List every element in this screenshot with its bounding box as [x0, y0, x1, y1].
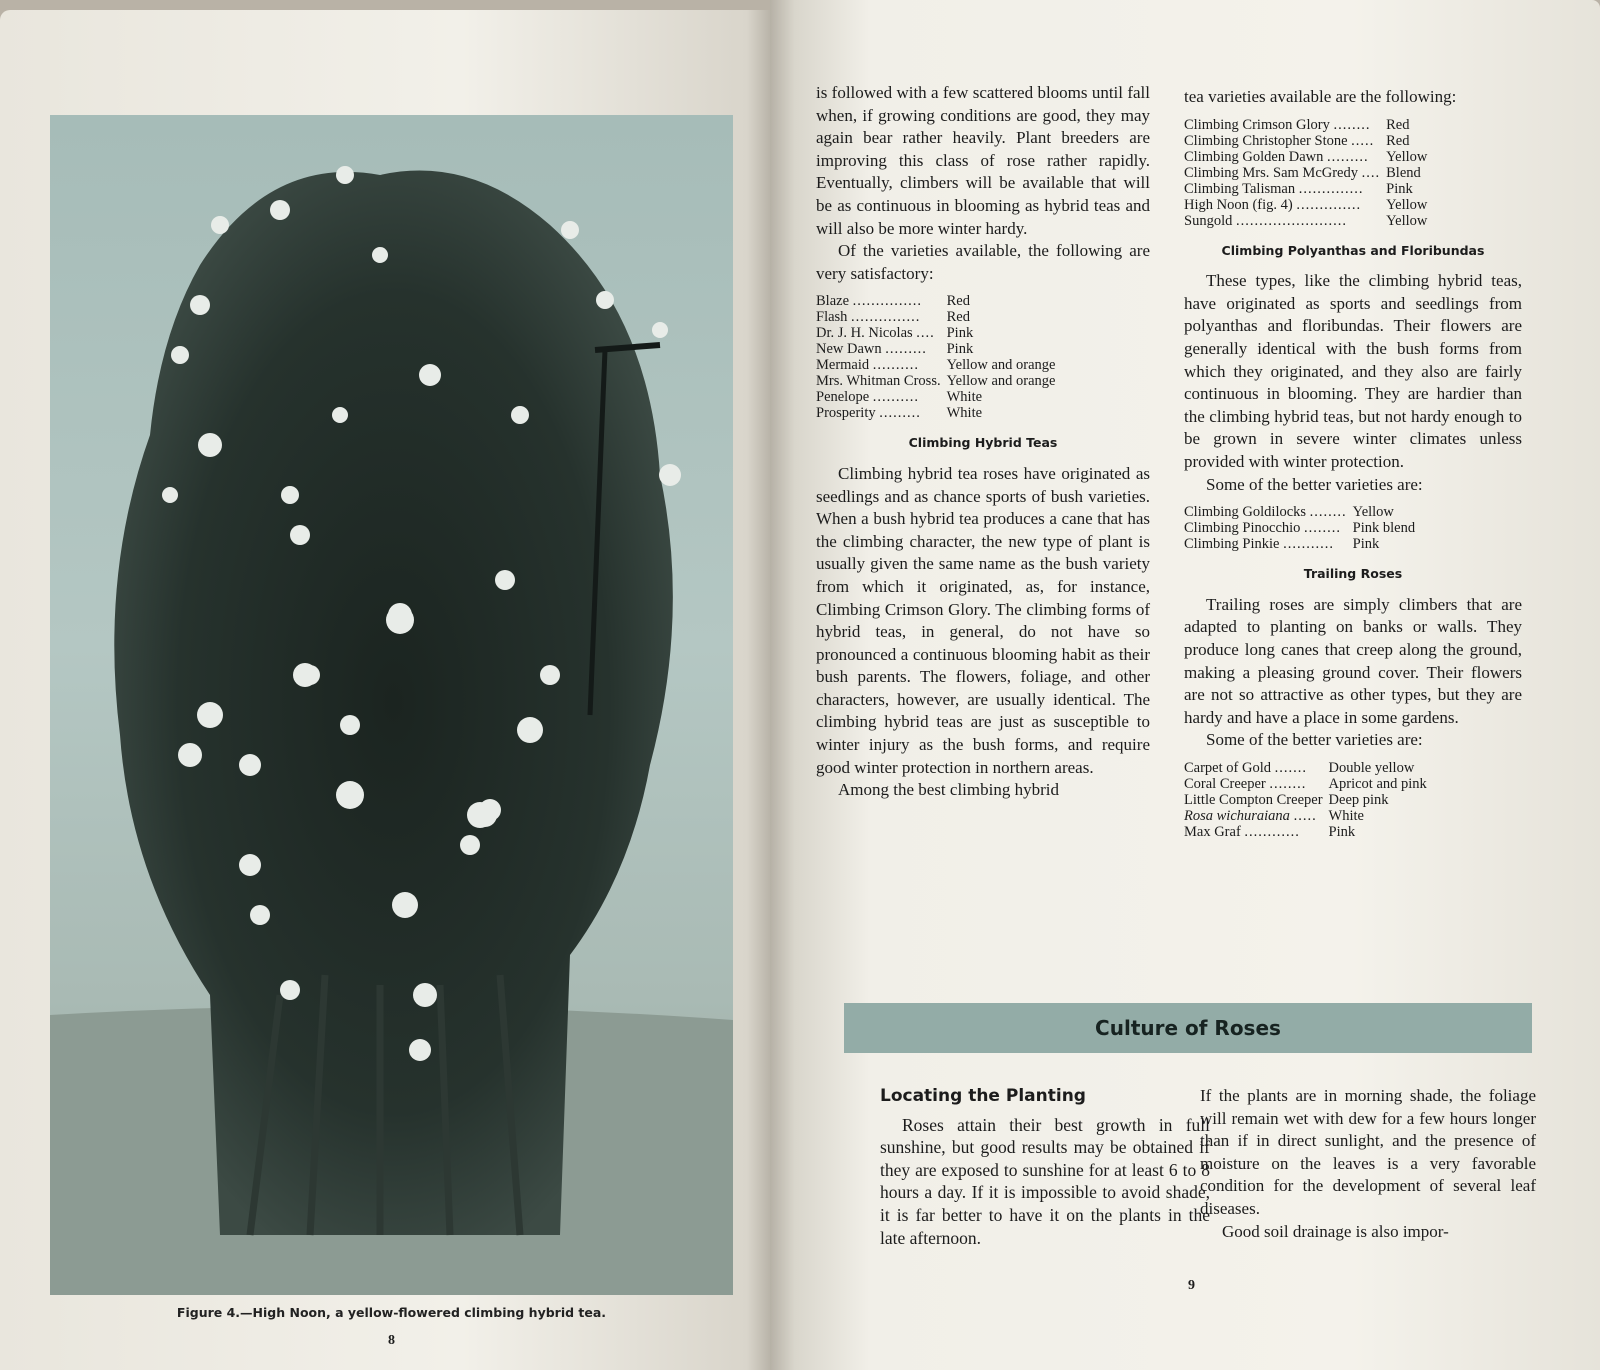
variety-color: Yellow	[1352, 504, 1394, 521]
heading-trailing-roses: Trailing Roses	[1303, 566, 1403, 582]
leader-dots: ..........	[872, 389, 920, 406]
variety-row	[816, 405, 1055, 421]
leader-dots: ..........	[872, 357, 920, 374]
variety-row	[1184, 197, 1427, 213]
text-column-3	[880, 1085, 1210, 1249]
variety-row	[1184, 520, 1415, 536]
variety-color: Pink	[946, 341, 974, 358]
variety-name: Prosperity	[816, 405, 876, 422]
paragraph: Of the varieties available, the following are very satisfactory:	[816, 241, 1150, 283]
variety-row	[1184, 760, 1427, 776]
variety-row	[1184, 133, 1427, 149]
left-page	[0, 10, 770, 1370]
heading-climbing-hybrid-teas: Climbing Hybrid Teas	[908, 435, 1058, 451]
variety-color: Yellow	[1386, 196, 1428, 213]
leader-dots: .......	[1274, 759, 1307, 776]
variety-color: Double yellow	[1328, 759, 1415, 776]
variety-color: Red	[1386, 116, 1410, 133]
paragraph: Good soil drainage is also impor-	[1222, 1221, 1449, 1241]
variety-color: Pink blend	[1352, 520, 1416, 537]
leader-dots: ....	[916, 325, 935, 342]
leader-dots: ........	[1333, 116, 1371, 133]
variety-name: Mermaid	[816, 357, 870, 374]
leader-dots: ........	[1304, 520, 1342, 537]
variety-list-polyanthas	[1184, 504, 1415, 552]
leader-dots: ........	[1309, 504, 1347, 521]
variety-name: New Dawn	[816, 341, 882, 358]
variety-row	[816, 341, 1055, 357]
variety-name: Dr. J. H. Nicolas	[816, 325, 913, 342]
text-column-2	[1184, 86, 1522, 846]
paragraph: tea varieties available are the following:	[1184, 87, 1457, 106]
variety-row	[1184, 149, 1427, 165]
leader-dots: .........	[885, 341, 927, 358]
variety-list-hybrid-teas	[1184, 117, 1427, 229]
variety-row	[1184, 776, 1427, 792]
leader-dots: ............	[1244, 823, 1300, 840]
leader-dots: .....	[1351, 132, 1375, 149]
variety-name: Climbing Crimson Glory	[1184, 116, 1330, 133]
rose-photo	[50, 115, 733, 1295]
variety-name: Little Compton Creeper	[1184, 791, 1323, 808]
variety-name: Sungold	[1184, 212, 1233, 229]
variety-color: Yellow	[1386, 148, 1428, 165]
variety-row	[1184, 824, 1427, 840]
leader-dots: ........	[1269, 775, 1307, 792]
variety-color: Deep pink	[1328, 791, 1389, 808]
paragraph: If the plants are in morning shade, the foliage will remain wet with dew for a few hours longer than if in direct sunlight, and the presence of moisture on the leaves is a very favorable condition for the development of several leaf diseases.	[1200, 1086, 1536, 1218]
variety-name: Climbing Talisman	[1184, 180, 1296, 197]
leader-dots: .....	[1293, 807, 1317, 824]
variety-color: Yellow	[1386, 212, 1428, 229]
variety-color: Red	[946, 293, 970, 310]
paragraph: These types, like the climbing hybrid teas, have originated as sports and seedlings from polyanthas and floribundas. Their flowers are generally identical with the bush forms from which they originated, and they also are fairly continuous in blooming. They are hardier than the climbing hybrid teas, but not hardy enough to be grown in severe winter climates unless provided with winter protection.	[1184, 271, 1522, 471]
variety-name: Blaze	[816, 293, 850, 310]
variety-color: Pink	[946, 325, 974, 342]
page-number-left: 8	[388, 1333, 395, 1348]
variety-row	[816, 373, 1055, 389]
page-number-right: 9	[1188, 1278, 1195, 1293]
text-column-4	[1200, 1085, 1536, 1243]
variety-color: Pink	[1328, 823, 1356, 840]
paragraph: Climbing hybrid tea roses have originated as seedlings and as chance sports of bush varieties. When a bush hybrid tea produces a cane that has the climbing character, the new type of plant is usually given the same name as the bush variety from which it originated, as, for instance, Climbing Crimson Glory. The climbing forms of hybrid teas, in general, do not have so pronounced a continuous blooming habit as their bush parents. The flowers, foliage, and other characters, however, are usually identical. The climbing hybrid teas are just as susceptible to winter injury as the bush forms, and require good winter protection in northern areas.	[816, 463, 1150, 777]
leader-dots: .........	[1326, 148, 1369, 165]
variety-color: Yellow and orange	[946, 357, 1056, 374]
variety-color: White	[946, 405, 983, 422]
variety-row	[1184, 504, 1415, 520]
heading-climbing-polyanthas: Climbing Polyanthas and Floribundas	[1221, 242, 1485, 258]
paragraph: Some of the better varieties are:	[1206, 730, 1423, 750]
leader-dots: ...............	[851, 309, 921, 326]
variety-color: Yellow and orange	[946, 373, 1056, 390]
leader-dots: ...........	[1283, 536, 1334, 553]
variety-row	[1184, 117, 1427, 133]
figure-caption: Figure 4.—High Noon, a yellow-flowered climbing hybrid tea.	[176, 1305, 607, 1320]
paragraph: Roses attain their best growth in full sunshine, but good results may be obtained if they are exposed to sunshine for at least 6 to 8 hours a day. If it is impossible to avoid shade, it is far better to have it on the plants in the late afternoon.	[880, 1114, 1210, 1248]
variety-name: Climbing Mrs. Sam McGredy	[1184, 164, 1358, 181]
variety-name: High Noon (fig. 4)	[1184, 196, 1293, 213]
paragraph: Some of the better varieties are:	[1206, 474, 1423, 494]
variety-name: Flash	[816, 309, 848, 326]
climbing-rose-illustration	[50, 115, 733, 1295]
leader-dots: ..............	[1296, 196, 1362, 213]
variety-color: Pink	[1352, 536, 1380, 553]
variety-row	[1184, 165, 1427, 181]
variety-color: Blend	[1386, 164, 1421, 181]
variety-list-climbers	[816, 293, 1055, 421]
variety-name: Climbing Christopher Stone	[1184, 132, 1348, 149]
variety-name: Climbing Pinkie	[1184, 536, 1280, 553]
variety-row	[1184, 213, 1427, 229]
variety-name: Mrs. Whitman Cross.	[816, 373, 941, 390]
heading-locating-planting: Locating the Planting	[880, 1086, 1086, 1106]
section-banner: Culture of Roses	[844, 1003, 1532, 1053]
variety-name: Penelope	[816, 389, 870, 406]
variety-list-trailing	[1184, 760, 1427, 840]
variety-color: Apricot and pink	[1328, 775, 1427, 792]
variety-row	[816, 293, 1055, 309]
paragraph: is followed with a few scattered blooms until fall when, if growing conditions are good, they may again bear rather heavily. Plant breeders are improving this class of rose rather rapidly. Eventually, climbers will be available that will be as continuous in blooming as hybrid teas and will also be more winter hardy.	[816, 83, 1150, 238]
paragraph: Among the best climbing hybrid	[838, 780, 1059, 800]
leader-dots: ....	[1361, 164, 1381, 181]
variety-row	[1184, 536, 1415, 552]
leader-dots: ........................	[1235, 212, 1347, 229]
variety-color: Red	[1386, 132, 1410, 149]
variety-row	[1184, 792, 1427, 808]
leader-dots: .........	[879, 405, 921, 422]
variety-row	[816, 309, 1055, 325]
variety-row	[816, 389, 1055, 405]
variety-name: Climbing Goldilocks	[1184, 504, 1307, 521]
paragraph: Trailing roses are simply climbers that are adapted to planting on banks or walls. They produce long canes that creep along the ground, making a pleasing ground cover. Their flowers are not so attractive as other types, but they are hardy and have a place in some gardens.	[1184, 594, 1522, 727]
variety-color: Red	[946, 309, 970, 326]
variety-color: White	[1328, 807, 1364, 824]
leader-dots: ..............	[1298, 180, 1364, 197]
variety-name: Coral Creeper	[1184, 775, 1266, 792]
variety-color: Pink	[1386, 180, 1413, 197]
variety-name: Climbing Golden Dawn	[1184, 148, 1324, 165]
variety-name: Climbing Pinocchio	[1184, 520, 1301, 537]
variety-row	[816, 325, 1055, 341]
variety-name: Carpet of Gold	[1184, 759, 1271, 776]
variety-row	[1184, 181, 1427, 197]
text-column-1	[816, 82, 1150, 802]
variety-row	[1184, 808, 1427, 824]
right-page	[770, 0, 1600, 1370]
variety-color: White	[946, 389, 983, 406]
variety-row	[816, 357, 1055, 373]
variety-name: Max Graf	[1184, 823, 1241, 840]
variety-name: Rosa wichuraiana	[1184, 807, 1290, 824]
leader-dots: ...............	[852, 293, 923, 310]
